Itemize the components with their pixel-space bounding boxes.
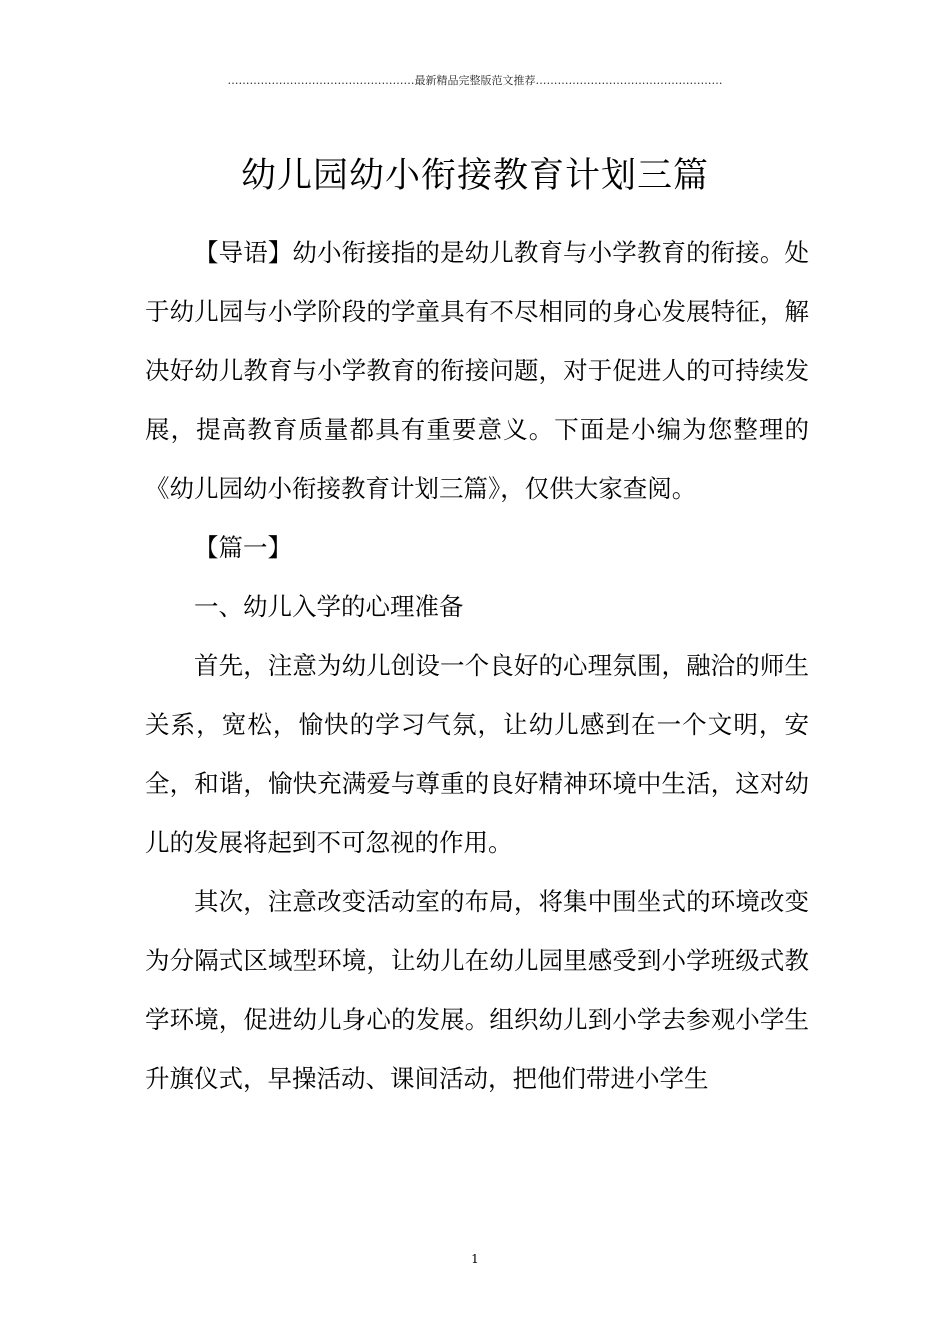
intro-paragraph: 【导语】幼小衔接指的是幼儿教育与小学教育的衔接。处于幼儿园与小学阶段的学童具有不尽相同的身心发展特征，解决好幼儿教育与小学教育的衔接问题，对于促进人的可持续发展，提高教育质量都具有重要意义。下面是小编为您整理的《幼儿园幼小衔接教育计划三篇》，仅供大家查阅。 [145, 238, 809, 503]
document-body [145, 223, 809, 1108]
section-heading-part-one: 【篇一】 [194, 533, 292, 562]
paragraph-second-point: 其次，注意改变活动室的布局，将集中围坐式的环境改变为分隔式区域型环境，让幼儿在幼儿园里感受到小学班级式教学环境，促进幼儿身心的发展。组织幼儿到小学去参观小学生升旗仪式，早操活动、课间活动，把他们带进小学生 [145, 887, 809, 1093]
subheading-psychological-preparation: 一、幼儿入学的心理准备 [194, 592, 464, 621]
paragraph-first-point: 首先，注意为幼儿创设一个良好的心理氛围，融洽的师生关系，宽松，愉快的学习气氛，让幼儿感到在一个文明，安全，和谐，愉快充满爱与尊重的良好精神环境中生活，这对幼儿的发展将起到不可忽视的作用。 [145, 651, 809, 857]
page-number: 1 [471, 1252, 479, 1266]
header-note: ……………………………………………最新精品完整版范文推荐…………………………………………… [227, 74, 723, 87]
document-title: 幼儿园幼小衔接教育计划三篇 [240, 156, 709, 196]
